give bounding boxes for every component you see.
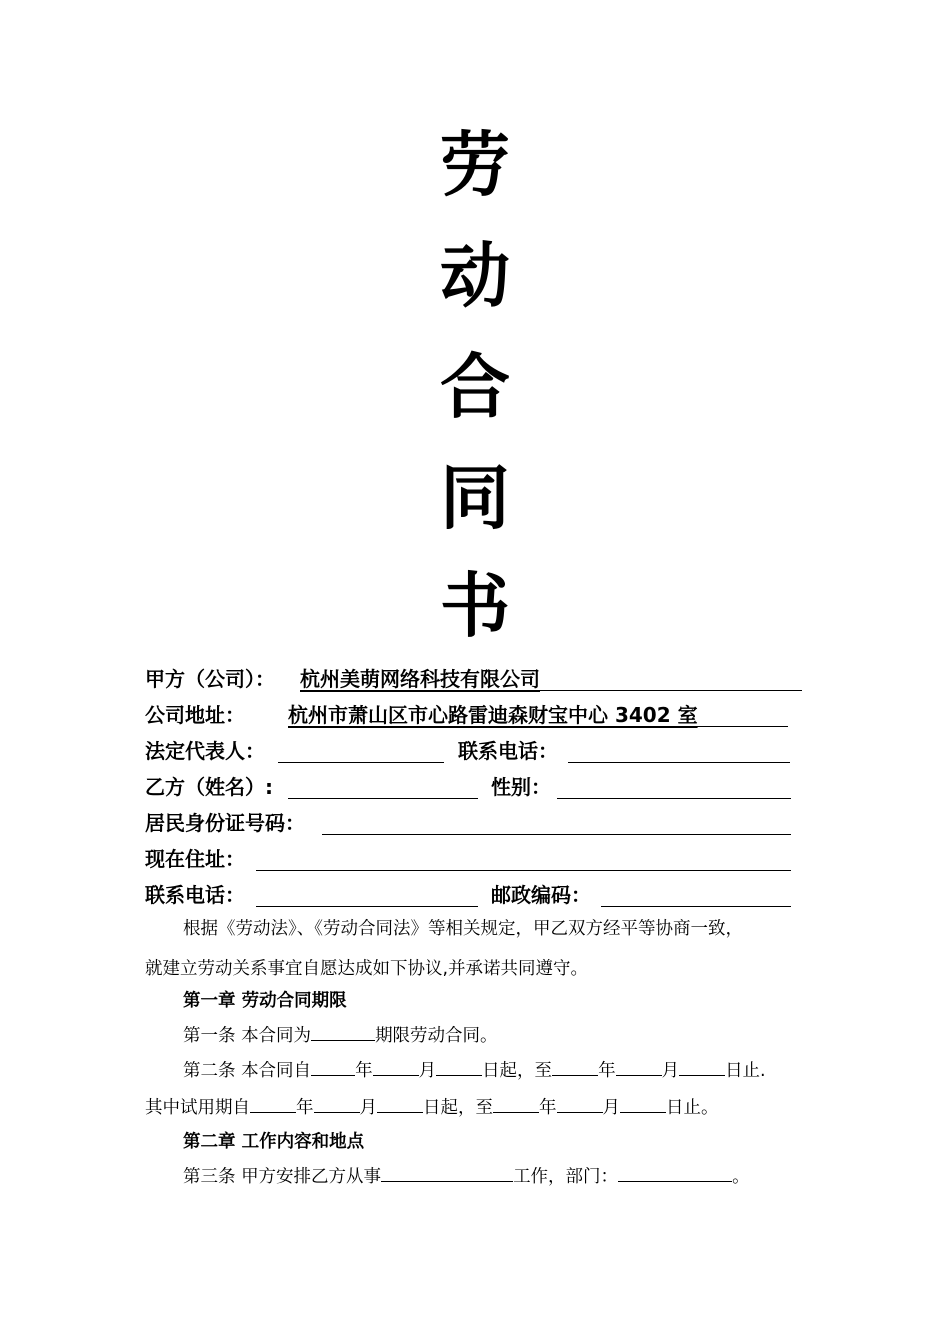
probation-start-day-blank[interactable] [377,1094,423,1113]
title-char-3: 合 [440,346,510,428]
probation-line [145,1093,719,1123]
probation-prefix: 其中试用期自 [145,1098,250,1118]
title-char-1: 劳 [440,124,510,206]
phone-label-1: 联系电话： [458,739,558,763]
chapter-1-title: 第一章 劳动合同期限 [183,991,347,1011]
article-1-prefix: 第一条 本合同为 [183,1026,312,1046]
probation-end-day-blank[interactable] [620,1094,666,1113]
end-month-blank[interactable] [616,1057,662,1076]
phone-label-2: 联系电话： [145,883,245,907]
contract-type-blank[interactable] [311,1022,375,1041]
article-2-prefix: 第二条 本合同自 [183,1061,312,1081]
end-day-blank[interactable] [679,1057,725,1076]
party-a-value[interactable]: 杭州美萌网络科技有限公司 [300,667,540,691]
probation-end-month-blank[interactable] [557,1094,603,1113]
job-blank[interactable] [381,1163,513,1182]
article-3 [183,1162,750,1192]
department-blank[interactable] [618,1163,732,1182]
start-month-blank[interactable] [373,1057,419,1076]
id-row [145,806,805,840]
probation-start-year-blank[interactable] [250,1094,296,1113]
party-b-row [145,770,805,804]
article-1 [183,1021,498,1051]
article-2 [183,1056,766,1086]
party-a-line [300,690,802,691]
intro-line-2: 就建立劳动关系事宜自愿达成如下协议,并承诺共同遵守。 [145,959,589,979]
probation-start-month-blank[interactable] [314,1094,360,1113]
year-label: 年 [539,1098,557,1118]
day-from-label: 日起，至 [423,1098,493,1118]
party-b-field[interactable] [288,798,478,799]
start-year-blank[interactable] [311,1057,355,1076]
phone-field-2[interactable] [256,906,478,907]
contact-row [145,878,805,912]
address-line [288,726,788,727]
month-label: 月 [418,1061,437,1081]
year-label: 年 [598,1061,616,1081]
postcode-field[interactable] [601,906,791,907]
party-b-label: 乙方（姓名）: [145,775,273,799]
start-day-blank[interactable] [436,1057,482,1076]
day-end-label: 日止. [725,1061,766,1081]
party-a-row [145,662,805,696]
year-label: 年 [296,1098,314,1118]
title-char-5: 书 [440,565,510,647]
legal-rep-field[interactable] [278,762,444,763]
year-label: 年 [355,1061,373,1081]
probation-end-year-blank[interactable] [493,1094,539,1113]
id-field[interactable] [322,834,791,835]
gender-field[interactable] [557,798,791,799]
party-a-label: 甲方（公司）： [145,667,275,691]
legal-rep-label: 法定代表人： [145,739,265,763]
gender-label: 性别： [491,775,551,799]
address-label: 公司地址： [145,703,245,727]
address-row [145,698,805,732]
day-end-label: 日止。 [666,1098,719,1118]
month-label: 月 [602,1098,620,1118]
residence-row [145,842,805,876]
article-1-suffix: 期限劳动合同。 [375,1026,498,1046]
article-3-mid: 工作，部门： [513,1167,619,1187]
day-from-label: 日起，至 [482,1061,553,1081]
residence-field[interactable] [256,870,791,871]
intro-line-1: 根据《劳动法》、《劳动合同法》等相关规定，甲乙双方经平等协商一致， [183,919,743,939]
end-year-blank[interactable] [552,1057,598,1076]
title-char-4: 同 [440,457,510,539]
month-label: 月 [661,1061,680,1081]
address-value[interactable]: 杭州市萧山区市心路雷迪森财宝中心 3402 室 [288,703,698,727]
chapter-2-title: 第二章 工作内容和地点 [183,1132,365,1152]
article-3-end: 。 [732,1167,750,1187]
phone-field-1[interactable] [568,762,790,763]
legal-rep-row [145,734,805,768]
month-label: 月 [359,1098,377,1118]
id-label: 居民身份证号码： [145,811,305,835]
residence-label: 现在住址： [145,847,245,871]
title-char-2: 动 [440,235,510,317]
postcode-label: 邮政编码： [491,883,591,907]
article-3-prefix: 第三条 甲方安排乙方从事 [183,1167,382,1187]
